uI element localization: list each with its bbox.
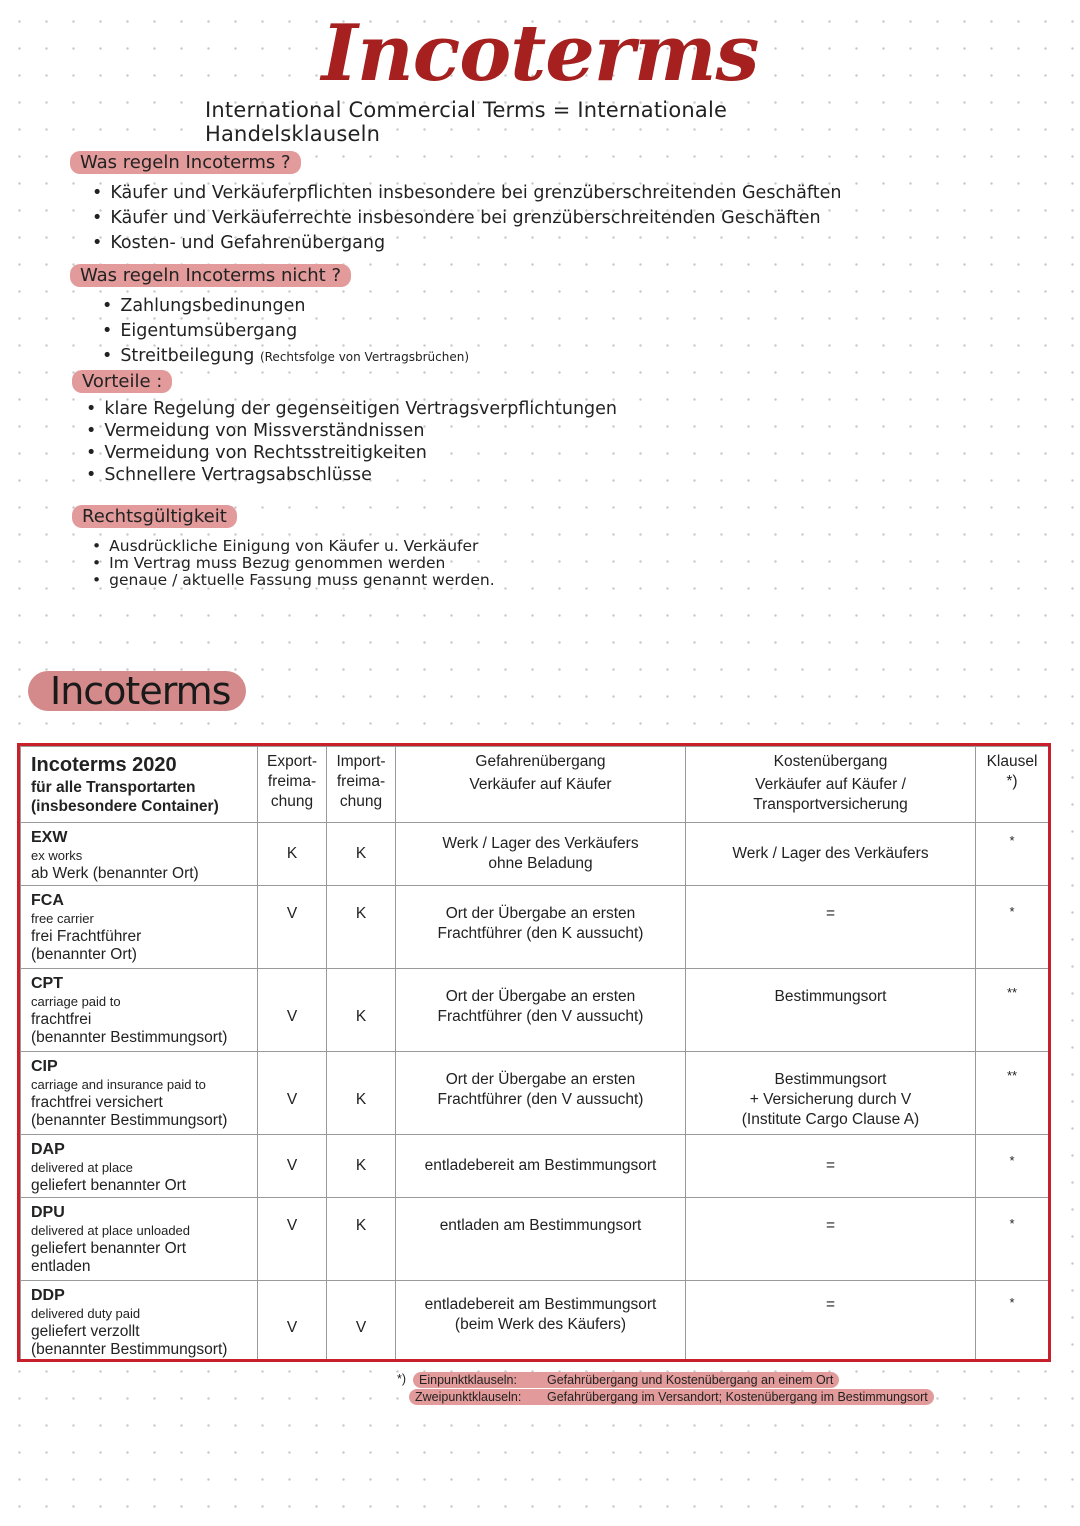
cost-line: = (825, 1157, 836, 1174)
risk-cell (396, 969, 686, 1052)
export-cell: K (258, 823, 327, 886)
footnote-label: Einpunktklauseln: (419, 1373, 517, 1387)
term-code: FCA (31, 892, 64, 909)
export-cell: V (258, 1281, 327, 1363)
table-row (21, 1052, 1049, 1135)
risk-cell (396, 1281, 686, 1363)
cost-line: Werk / Lager des Verkäufers (732, 845, 929, 862)
table-row (21, 1281, 1049, 1363)
term-german: (benannter Ort) (31, 946, 137, 963)
cost-line: (Institute Cargo Clause A) (741, 1111, 920, 1128)
cost-line: = (825, 1217, 836, 1234)
term-german: geliefert benannter Ort (31, 1240, 187, 1257)
term-cell (21, 886, 258, 969)
risk-line: Ort der Übergabe an ersten (445, 1071, 636, 1088)
cost-line: = (825, 1296, 836, 1313)
header-import (327, 747, 396, 823)
table-row (21, 1198, 1049, 1281)
term-cell (21, 1052, 258, 1135)
footnote-marker: *) (397, 1372, 407, 1386)
clause-cell: ** (976, 969, 1049, 1052)
list-item: • klare Regelung der gegenseitigen Vertragsverpflichtungen (86, 398, 617, 420)
list-item-text: Streitbeilegung (120, 346, 255, 366)
list-item: • Ausdrückliche Einigung von Käufer u. Verkäufer (92, 538, 495, 555)
risk-line: Ort der Übergabe an ersten (445, 905, 636, 922)
section-list-advantages (86, 398, 617, 486)
incoterms-table (20, 746, 1049, 1362)
term-code: CPT (31, 975, 63, 992)
cost-line: + Versicherung durch V (749, 1091, 912, 1108)
risk-line: entladebereit am Bestimmungsort (424, 1296, 657, 1313)
risk-cell (396, 886, 686, 969)
header-clause-l1: Klausel (986, 753, 1038, 770)
clause-cell: * (976, 1135, 1049, 1198)
clause-cell: * (976, 823, 1049, 886)
term-german: ab Werk (benannter Ort) (31, 865, 199, 882)
list-item-note: (Rechtsfolge von Vertragsbrüchen) (259, 350, 470, 364)
list-item-with-note (102, 344, 469, 369)
list-item: • Käufer und Verkäuferpflichten insbesondere bei grenzüberschreitenden Geschäften (92, 181, 841, 206)
term-cell (21, 823, 258, 886)
header-terms-title: Incoterms 2020 (31, 754, 177, 776)
risk-line: entladen am Bestimmungsort (439, 1217, 642, 1234)
risk-line: entladebereit am Bestimmungsort (424, 1157, 657, 1174)
risk-line: Frachtführer (den K aussucht) (437, 925, 644, 942)
list-item: • Im Vertrag muss Bezug genommen werden (92, 555, 495, 572)
header-import-l1: Import- (336, 753, 386, 770)
table-header-row (21, 747, 1049, 823)
risk-line: ohne Beladung (488, 855, 593, 872)
section-heading-validity: Rechtsgültigkeit (72, 505, 237, 528)
clause-cell: * (976, 886, 1049, 969)
section-list-what (92, 181, 841, 256)
cost-line: Bestimmungsort (774, 1071, 887, 1088)
table-row (21, 969, 1049, 1052)
header-risk-l2: Verkäufer auf Käufer (469, 776, 612, 793)
cost-cell (686, 1052, 976, 1135)
footnote-line-2 (409, 1389, 934, 1405)
header-risk (396, 747, 686, 823)
term-german: geliefert verzollt (31, 1323, 140, 1340)
header-export-l1: Export- (267, 753, 317, 770)
cost-cell (686, 823, 976, 886)
export-cell: V (258, 1135, 327, 1198)
term-code: DAP (31, 1141, 65, 1158)
risk-cell (396, 1135, 686, 1198)
term-german: geliefert benannter Ort (31, 1177, 187, 1194)
header-import-l2: freima- (336, 773, 386, 790)
import-cell: V (327, 1281, 396, 1363)
term-cell (21, 1281, 258, 1363)
risk-cell (396, 1052, 686, 1135)
term-english: delivered at place unloaded (31, 1223, 191, 1238)
header-cost-l1: Kostenübergang (773, 753, 888, 770)
table-row (21, 823, 1049, 886)
term-code: EXW (31, 829, 68, 846)
section-heading-what: Was regeln Incoterms ? (70, 151, 301, 174)
term-cell (21, 969, 258, 1052)
header-clause (976, 747, 1049, 823)
footnote-text: Gefahrübergang und Kostenübergang an einem Ort (547, 1373, 834, 1387)
section-list-validity (92, 538, 495, 589)
incoterms-table-frame (17, 743, 1051, 1362)
list-item: • Käufer und Verkäuferrechte insbesondere bei grenzüberschreitenden Geschäften (92, 206, 841, 231)
term-cell (21, 1198, 258, 1281)
cost-cell (686, 1198, 976, 1281)
import-cell: K (327, 1052, 396, 1135)
list-item: • Vermeidung von Missverständnissen (86, 420, 617, 442)
section-heading-advantages: Vorteile : (72, 370, 172, 393)
term-english: carriage paid to (31, 994, 121, 1009)
import-cell: K (327, 1198, 396, 1281)
cost-cell (686, 1135, 976, 1198)
section-list-not (102, 294, 469, 369)
term-code: DDP (31, 1287, 65, 1304)
export-cell: V (258, 1052, 327, 1135)
list-item: • Vermeidung von Rechtsstreitigkeiten (86, 442, 617, 464)
export-cell: V (258, 886, 327, 969)
import-cell: K (327, 886, 396, 969)
header-export-l2: freima- (267, 773, 317, 790)
term-english: delivered duty paid (31, 1306, 141, 1321)
risk-line: (beim Werk des Käufers) (454, 1316, 627, 1333)
header-export-l3: chung (270, 793, 314, 810)
cost-line: = (825, 905, 836, 922)
term-cell (21, 1135, 258, 1198)
table-row (21, 886, 1049, 969)
header-terms (21, 747, 258, 823)
header-terms-sub2: (insbesondere Container) (31, 798, 219, 815)
list-item: • Zahlungsbedinungen (102, 294, 469, 319)
list-item: • Schnellere Vertragsabschlüsse (86, 464, 617, 486)
term-code: DPU (31, 1204, 65, 1221)
risk-cell (396, 823, 686, 886)
import-cell: K (327, 1135, 396, 1198)
export-cell: V (258, 1198, 327, 1281)
term-german: frachtfrei versichert (31, 1094, 163, 1111)
table-section-heading: Incoterms (28, 671, 246, 711)
header-cost (686, 747, 976, 823)
term-english: delivered at place (31, 1160, 133, 1175)
clause-cell: * (976, 1281, 1049, 1363)
term-german: (benannter Bestimmungsort) (31, 1341, 228, 1358)
page-subtitle: International Commercial Terms = Internationale Handelsklauseln (205, 98, 728, 146)
list-item: • Eigentumsübergang (102, 319, 469, 344)
header-clause-l2: *) (1006, 773, 1018, 790)
cost-cell (686, 969, 976, 1052)
risk-line: Frachtführer (den V aussucht) (437, 1091, 644, 1108)
clause-cell: * (976, 1198, 1049, 1281)
term-english: free carrier (31, 911, 94, 926)
import-cell: K (327, 969, 396, 1052)
footnote-text: Gefahrübergang im Versandort; Kostenübergang im Bestimmungsort (547, 1390, 928, 1404)
risk-cell (396, 1198, 686, 1281)
list-item: • genaue / aktuelle Fassung muss genannt werden. (92, 572, 495, 589)
cost-cell (686, 1281, 976, 1363)
term-english: ex works (31, 848, 83, 863)
header-cost-l2: Verkäufer auf Käufer / (755, 776, 906, 793)
list-item: • Kosten- und Gefahrenübergang (92, 231, 841, 256)
footnote-line-1 (413, 1372, 839, 1388)
footnote-label: Zweipunktklauseln: (415, 1390, 522, 1404)
header-export (258, 747, 327, 823)
term-german: (benannter Bestimmungsort) (31, 1112, 228, 1129)
export-cell: V (258, 969, 327, 1052)
clause-cell: ** (976, 1052, 1049, 1135)
term-german: (benannter Bestimmungsort) (31, 1029, 228, 1046)
term-english: carriage and insurance paid to (31, 1077, 206, 1092)
header-terms-sub1: für alle Transportarten (31, 779, 196, 796)
header-import-l3: chung (339, 793, 383, 810)
risk-line: Ort der Übergabe an ersten (445, 988, 636, 1005)
risk-line: Werk / Lager des Verkäufers (442, 835, 639, 852)
cost-cell (686, 886, 976, 969)
header-risk-l1: Gefahrenübergang (475, 753, 606, 770)
section-heading-not: Was regeln Incoterms nicht ? (70, 264, 351, 287)
header-cost-l3: Transportversicherung (753, 796, 908, 813)
term-german: entladen (31, 1258, 91, 1275)
table-row (21, 1135, 1049, 1198)
cost-line: Bestimmungsort (774, 988, 887, 1005)
term-code: CIP (31, 1058, 58, 1075)
page-title: Incoterms (321, 8, 759, 99)
term-german: frei Frachtführer (31, 928, 142, 945)
term-german: frachtfrei (31, 1011, 92, 1028)
import-cell: K (327, 823, 396, 886)
risk-line: Frachtführer (den V aussucht) (437, 1008, 644, 1025)
